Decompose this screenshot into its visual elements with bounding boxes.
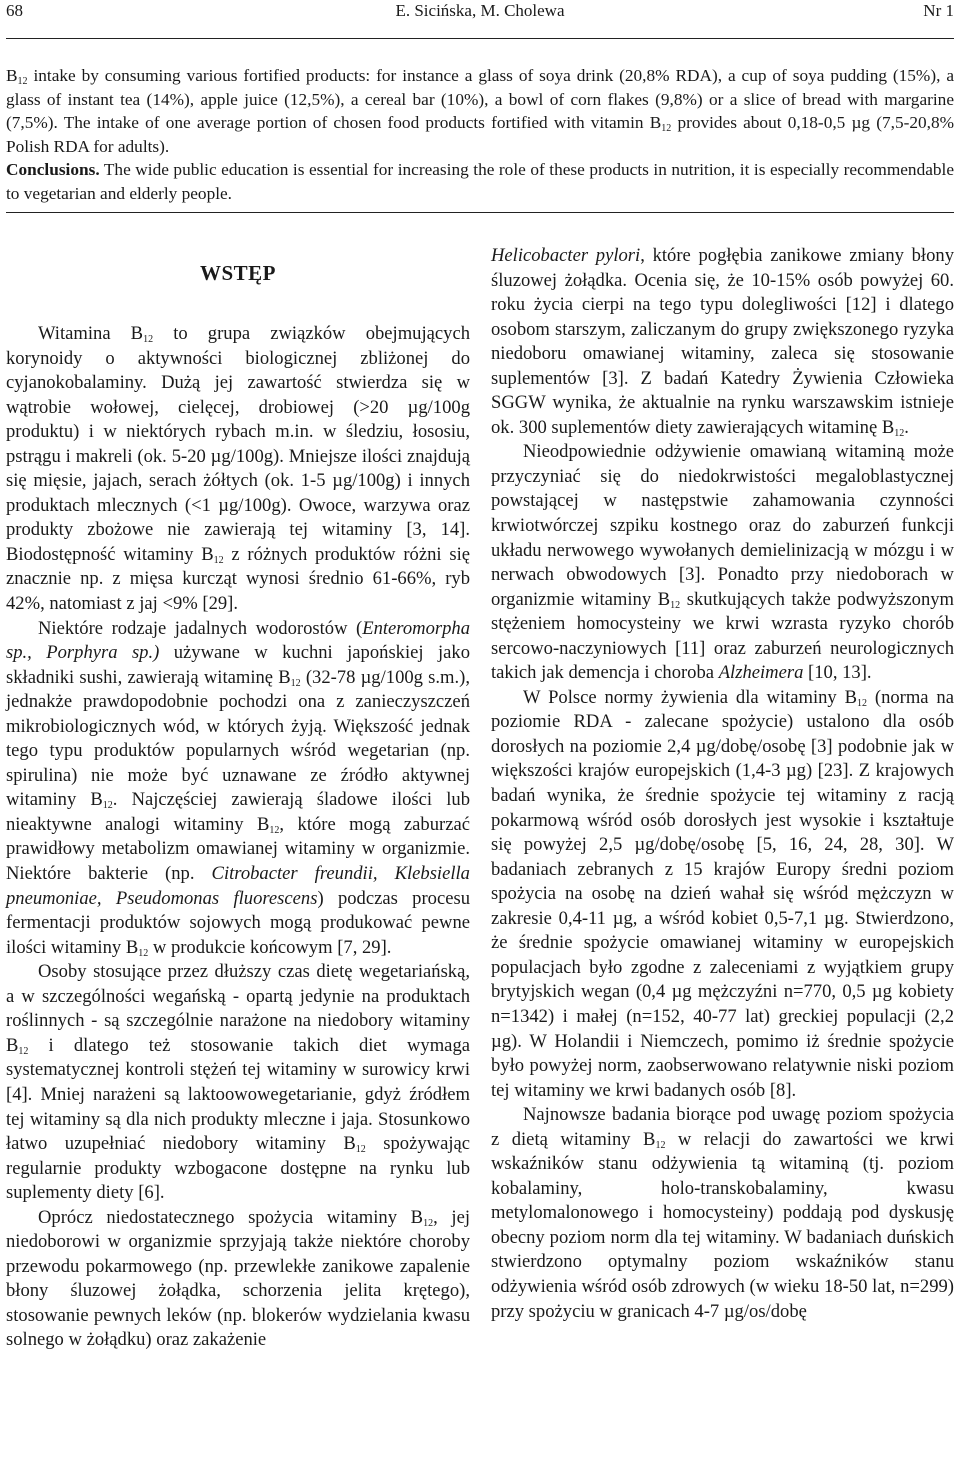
subscript: 12 bbox=[17, 76, 28, 87]
subscript: 12 bbox=[857, 697, 867, 709]
text-span: Witamina B bbox=[38, 323, 144, 344]
subscript: 12 bbox=[355, 1144, 366, 1156]
body-paragraph bbox=[6, 960, 470, 1205]
text-span: intake by consuming various fortified products: for instance a glass of soya drink (20,8% RDA), a cup of soya pudding (15%), a glass of instant tea (14%), apple juice (12,5%), a cereal bar (10%), a bowl of corn flakes (9,8%) or a slice of bread with margarine (7,5%). The intake of one average portion of chosen food products fortified with vitamin B bbox=[6, 66, 954, 132]
left-column bbox=[6, 252, 470, 1353]
text-span: . bbox=[904, 416, 909, 438]
abstract-rule bbox=[6, 212, 954, 213]
subscript: 12 bbox=[655, 1139, 666, 1151]
text-span: , jej niedoborowi w organizmie sprzyjają także niektóre choroby przewodu pokarmowego (np. przewlekłe zanikowe zapalenie błony śluzowej żołądka, schorzenia jelita krętego), stosowanie pewnych leków (np. blokerów wydzielania kwasu solnego w żołądku) oraz zakażenie bbox=[6, 1206, 470, 1351]
italic-span: Citrobacter freundii, Klebsiella pneumoniae, Pseudomonas fluorescens bbox=[6, 863, 470, 909]
subscript: 12 bbox=[423, 1217, 434, 1229]
italic-span: Enteromorpha sp., Porphyra sp.) bbox=[6, 617, 470, 664]
subscript: 12 bbox=[290, 677, 301, 689]
text-span: używane w kuchni japońskiej jako składniki sushi, zawierają witaminę B bbox=[6, 642, 470, 688]
page-number: 68 bbox=[6, 1, 23, 20]
text-span: w relacji do zawartości we krwi wskaźników stanu odżywienia tą witaminą (tj. poziom kobalaminy, holo-transkobalaminy, kwasu metylomalonowego i homocysteiny) poddają pod dyskusję obecny poziom norm dla tej witaminy. W badaniach duńskich stwierdzono optymalny poziom wskaźników stanu odżywienia wśród osób zdrowych (w wieku 18-50 lat, n=299) przy spożyciu w granicach 4-7 µg/os/dobę bbox=[491, 1128, 954, 1322]
body-paragraph bbox=[491, 244, 954, 440]
issue-number: Nr 1 bbox=[923, 1, 954, 20]
text-span: ) podczas procesu fermentacji produktów sojowych mogą produkować pewne ilości witaminy B bbox=[6, 887, 470, 958]
right-column bbox=[491, 244, 954, 1324]
italic-span: Alzheimera bbox=[718, 662, 804, 684]
text-span: Nieodpowiednie odżywienie omawianą witaminą może przyczyniać się do niedokrwistości megaloblastycznej powstającej w następstwie zahamowania czynności krwiotwórczej szpiku kostnego oraz do zaburzeń funkcji układu nerwowego wywołanych demielinizacją w mózgu i w nerwach obwodowych [3]. Ponadto przy niedoborach w organizmie witaminy B bbox=[491, 441, 954, 610]
conclusions-paragraph bbox=[6, 158, 954, 205]
body-paragraph bbox=[491, 440, 954, 685]
text-span: [10, 13]. bbox=[803, 662, 872, 684]
text-span: B bbox=[6, 66, 18, 85]
body-paragraph bbox=[6, 322, 470, 617]
body-paragraph bbox=[6, 617, 470, 961]
subscript: 12 bbox=[213, 554, 224, 566]
conclusions-label: Conclusions. bbox=[6, 160, 100, 179]
text-span: (norma na poziomie RDA - zalecane spożycie) ustalono dla osób dorosłych na poziomie 2,4 µg/dobę/osobę [3] podobnie jak w większości krajów europejskich (1,4-3 µg) [23]. Z krajowych badań wynika, że średnie spożycie tej witaminy z racją pokarmową wśród osób dorosłych jest wysokie i kształtuje się powyżej 2,5 µg/dobę/osobę [5, 16, 24, 28, 30]. W badaniach zebranych z 15 krajów Europy średni poziom spożycia na osobę na dzień wahał się wśród mężczyzn w zakresie 0,4-11 µg, a wśród kobiet 0,5-7,1 µg. Stwierdzono, że średnie spożycie omawianej witaminy w europejskich populacjach było zgodne z zaleceniami z wyjątkiem grupy brytyjskich wegan (0,4 µg mężczyźni n=770, 0,5 µg kobiety n=1342) i małej (n=152, 40-77 lat) greckiej populacji (2,2 µg). W Holandii i Niemczech, pomimo iż średnie spożycie było powyżej norm, zaobserwowano relatywnie niski poziom tej witaminy we krwi badanych osób [8]. bbox=[491, 686, 954, 1101]
text-span: Osoby stosujące przez dłuższy czas dietę wegetariańską, a w szczególności wegańską - opartą jedynie na produktach roślinnych - są szczególnie narażone na niedobory witaminy B bbox=[6, 961, 470, 1056]
text-span: The wide public education is essential for increasing the role of these products in nutrition, it is especially recommendable to vegetarian and elderly people. bbox=[6, 160, 954, 203]
subscript: 12 bbox=[269, 824, 280, 836]
subscript: 12 bbox=[143, 334, 154, 345]
subscript: 12 bbox=[138, 947, 149, 959]
subscript: 12 bbox=[894, 427, 905, 439]
text-span: (32-78 µg/100g s.m.), jednakże prawdopodobnie pochodzi ona z zanieczyszczeń mikrobiologicznych wód, w których żyją. Większość jednak tego typu produktów popularnych wśród wegetarian (np. spirulina) nie może być uznawane ze źródło aktywnej witaminy B bbox=[6, 666, 470, 811]
text-span: w produkcie końcowym [7, 29]. bbox=[148, 936, 392, 958]
text-span: , które mogą zaburzać prawidłowy metabolizm omawianej witaminy w organizmie. Niektóre bakterie (np. bbox=[6, 813, 470, 885]
text-span: provides about 0,18-0,5 µg (7,5-20,8% Polish RDA for adults). bbox=[6, 113, 954, 156]
text-span: to grupa związków obejmujących korynoidy o aktywności biologicznej zbliżonej do cyjanokobalaminy. Dużą jej zawartość stwierdza się w wątrobie wołowej, cielęcej, drobiowej (>20 µg/100g produktu) i w niektórych rybach m.in. w śledziu, łososiu, pstrągu i makreli (ok. 5-20 µg/100g). Mniejsze ilości znajdują się mięsie, jajach, serach żółtych (ok. 1-5 µg/100g) i innych produktach mlecznych (<1 µg/100g). Owoce, warzywa oraz produkty zbożowe nie zawierają tej witaminy [3, 14]. Biodostępność witaminy B bbox=[6, 323, 470, 565]
text-span: i dlatego też stosowanie takich diet wymaga systematycznej kontroli stężeń tej witaminy w surowicy krwi [4]. Mniej narażeni są laktoowowegetarianie, gdyż źródłem tej witaminy są dla nich produkty mleczne i jaja. Stosunkowo łatwo uzupełniać niedobory witaminy B bbox=[6, 1034, 470, 1155]
text-span: , które pogłębia zanikowe zmiany błony śluzowej żołądka. Ocenia się, że 10-15% osób powyżej 60. roku życia cierpi na tego typu dolegliwości [12] i dlatego osobom starszym, zaliczanym do grupy zwiększonego ryzyka niedoboru omawianej witaminy, zaleca się stosowanie suplementów [3]. Z badań Katedry Żywienia Człowieka SGGW wynika, że aktualnie na rynku warszawskim istnieje ok. 300 suplementów diety zawierających witaminę B bbox=[491, 245, 954, 438]
subscript: 12 bbox=[670, 599, 681, 611]
abstract-block bbox=[6, 64, 954, 205]
page-header bbox=[6, 0, 954, 22]
text-span: skutkujących także podwyższonym stężeniem homocysteiny we krwi wzrasta ryzyko chorób sercowo-naczyniowych [11] oraz zaburzeń neurologicznych takich jak demencja i choroba bbox=[491, 588, 955, 684]
header-rule bbox=[6, 38, 954, 39]
subscript: 12 bbox=[661, 123, 672, 134]
subscript: 12 bbox=[18, 1045, 29, 1057]
text-span: spożywając regularnie produkty wzbogacone dostępne na rynku lub suplementy diety [6]. bbox=[6, 1133, 470, 1204]
italic-span: Helicobacter pylori bbox=[491, 245, 641, 266]
text-span: Niektóre rodzaje jadalnych wodorostów ( bbox=[38, 617, 363, 639]
body-paragraph bbox=[491, 686, 954, 1103]
text-span: . Najczęściej zawierają śladowe ilości lub nieaktywne analogi witaminy B bbox=[6, 789, 470, 835]
subscript: 12 bbox=[102, 800, 113, 812]
text-span: Najnowsze badania biorące pod uwagę poziom spożycia z dietą witaminy B bbox=[491, 1104, 954, 1150]
body-paragraph bbox=[6, 1206, 470, 1353]
abstract-paragraph bbox=[6, 64, 954, 158]
text-span: Oprócz niedostatecznego spożycia witaminy B bbox=[38, 1206, 424, 1228]
running-authors: E. Sicińska, M. Cholewa bbox=[395, 1, 565, 20]
body-paragraph bbox=[491, 1103, 954, 1324]
section-heading: WSTĘP bbox=[199, 261, 277, 285]
text-span: W Polsce normy żywienia dla witaminy B bbox=[523, 686, 857, 708]
text-span: z różnych produktów różni się znacznie np. z mięsa kurcząt wynosi średnio 61-66%, ryb 42%, natomiast z jaj <9% [29]. bbox=[6, 543, 470, 615]
